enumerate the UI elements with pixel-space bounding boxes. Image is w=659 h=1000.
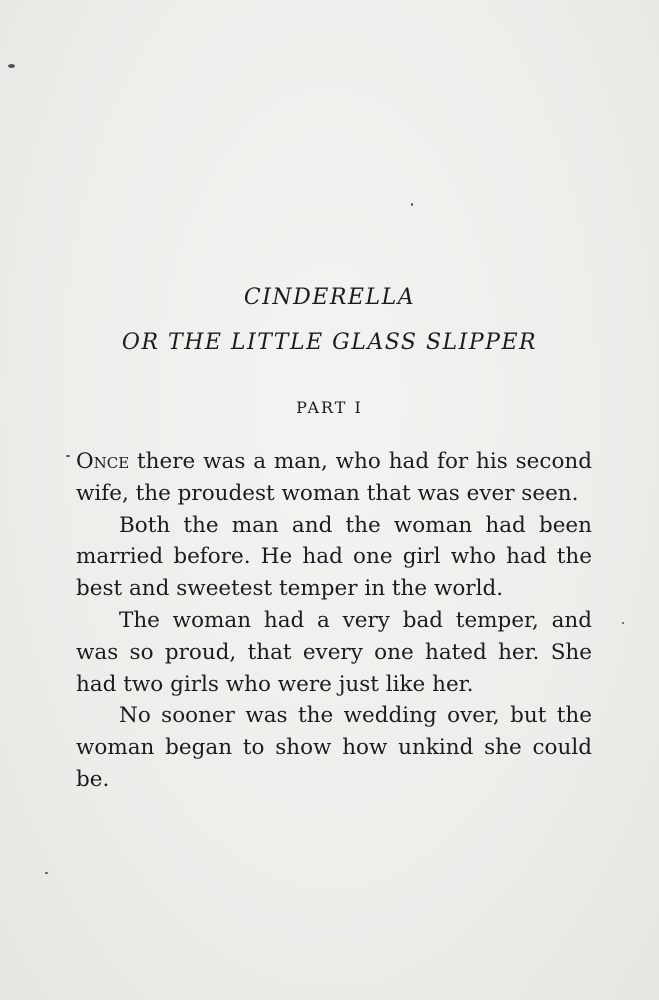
ink-speck: [8, 64, 15, 68]
paragraph-text: there was a man, who had for his second wife, the proudest woman that was ever seen.: [76, 449, 592, 506]
book-subtitle: OR THE LITTLE GLASS SLIPPER: [121, 330, 538, 355]
ink-speck: [45, 872, 48, 874]
paragraph: Both the man and the woman had been married before. He had one girl who had the best and sweetest temper in the world.: [76, 512, 592, 602]
opening-word: Once: [76, 449, 130, 474]
story-text: [76, 446, 592, 796]
ink-speck: [411, 203, 413, 206]
paragraph: The woman had a very bad temper, and was so proud, that every one hated her. She had two girls who were just like her.: [76, 607, 592, 697]
ink-speck: [622, 622, 624, 624]
ink-speck: [66, 455, 70, 457]
paragraph: [76, 446, 592, 510]
part-heading: PART I: [296, 398, 363, 417]
paragraph: No sooner was the wedding over, but the woman began to show how unkind she could be.: [76, 703, 592, 792]
book-title: CINDERELLA: [243, 285, 416, 310]
